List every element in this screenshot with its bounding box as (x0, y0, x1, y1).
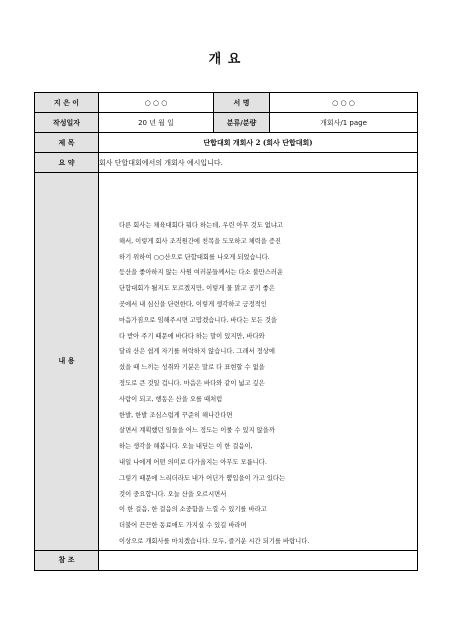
content-line: 곳에서 내 심신을 단련한다, 이렇게 생각하고 긍정적인 (119, 300, 267, 308)
content-line: 달리 산은 쉽게 자기를 허락하지 않습니다. 그래서 정상에 (119, 348, 275, 356)
category-label: 분류/분량 (214, 113, 270, 133)
summary-form-table (34, 92, 418, 571)
content-body (99, 173, 417, 550)
content-line: 단합대회가 될지도 모르겠지만, 이렇게 물 맑고 공기 좋은 (119, 285, 275, 293)
date-row (35, 113, 418, 133)
content-line: 이 한 걸음, 한 걸음의 소중함을 느낄 수 있기를 바라고 (119, 506, 267, 514)
author-label: 지 은 이 (35, 93, 99, 113)
content-line: 이상으로 개회사를 마치겠습니다. 모두, 즐거운 시간 되기를 바랍니다. (119, 537, 310, 545)
content-line: 그렇기 때문에 느리더라도 내가 어딘가 뿜입을이 가고 있다는 (119, 474, 286, 482)
position-label: 서 명 (214, 93, 270, 113)
content-line: 정도로 큰 것일 겁니다. 마음은 바다와 같이 넓고 깊은 (119, 379, 265, 387)
summary-label: 요 약 (35, 153, 99, 173)
content-line: 등산을 좋아하지 않는 사원 여러분들께서는 다소 불만스러운 (119, 269, 284, 277)
subject-label: 제 목 (35, 133, 99, 153)
content-body-cell (99, 173, 418, 551)
reference-label: 참 조 (35, 550, 99, 570)
summary-value: 회사 단합대회에서의 개회사 예시입니다. (99, 153, 418, 173)
content-line: 다른 회사는 체육대회다 뭐다 하는데, 우린 아무 것도 없냐고 (119, 222, 284, 229)
content-line: 해서, 이렇게 회사 조직원간에 친목을 도모하고 체력을 증진 (119, 237, 281, 245)
position-value: ○ ○ ○ (270, 93, 418, 113)
content-label: 내 용 (35, 173, 99, 551)
content-line: 섰을 때 느끼는 성취와 기분은 말로 다 표현할 수 없을 (119, 364, 265, 372)
content-line: 더불어 끈끈한 동료애도 가지실 수 있길 바라며 (119, 522, 247, 530)
date-value: 20 년 월 일 (99, 113, 214, 133)
subject-row (35, 133, 418, 153)
content-line: 한발, 한발 조심스럽게 꾸준히 해나간다면 (119, 411, 233, 419)
author-value: ○ ○ ○ (99, 93, 214, 113)
category-value: 개회사/1 page (270, 113, 418, 133)
content-line: 내일 나에게 어떤 의미로 다가올지는 아무도 모릅니다. (119, 458, 267, 466)
content-line: 마음가짐으로 임해주시면 고맙겠습니다. 바다는 모든 것을 (119, 316, 277, 324)
document-title: 개 요 (208, 52, 242, 67)
content-line: 다 받아 주기 때문에 바다다 하는 말이 있지만, 바다와 (119, 332, 265, 340)
content-line: 사람이 되고, 행동은 산을 오를 때처럼 (119, 395, 223, 403)
subject-value: 단합대회 개회사 2 (회사 단합대회) (99, 133, 418, 153)
date-label: 작성일자 (35, 113, 99, 133)
content-line: 하기 위하여 ○○산으로 단합대회를 나오게 되었습니다. (119, 253, 270, 261)
reference-row (35, 550, 418, 570)
reference-value (99, 550, 418, 570)
author-row (35, 93, 418, 113)
summary-row (35, 153, 418, 173)
content-line: 하는 생각을 해봅니다. 오늘 내딛는 이 한 걸음이, (119, 443, 253, 451)
content-row (35, 173, 418, 551)
content-line: 살면서 계획했던 일들을 어느 정도는 이룰 수 있지 않을까 (119, 427, 275, 435)
content-line: 것이 중요합니다. 오늘 산을 오르시면서 (119, 490, 227, 498)
